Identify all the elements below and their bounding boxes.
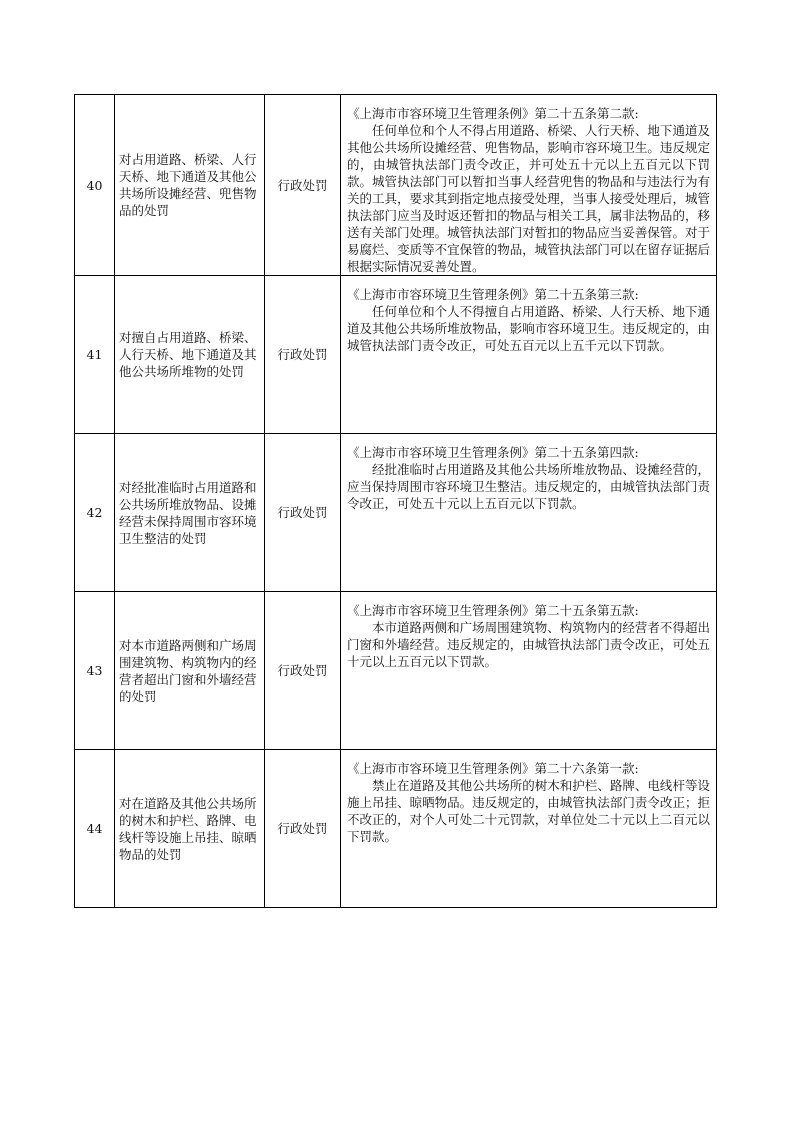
item-type: 行政处罚: [265, 750, 341, 908]
table-row: [75, 592, 717, 750]
legal-basis: [341, 434, 717, 592]
law-body: 禁止在道路及其他公共场所的树木和护栏、路牌、电线杆等设施上吊挂、晾晒物品。违反规定的，由城管执法部门责令改正；拒不改正的，对个人可处二十元罚款，对单位处二十元以上二百元以下罚款。: [347, 778, 710, 844]
item-name: 对占用道路、桥梁、人行天桥、地下通道及其他公共场所设摊经营、兜售物品的处罚: [115, 95, 265, 276]
law-body: 本市道路两侧和广场周围建筑物、构筑物内的经营者不得超出门窗和外墙经营。违反规定的，由城管执法部门责令改正，可处五十元以上五百元以下罚款。: [347, 620, 710, 669]
item-type: 行政处罚: [265, 95, 341, 276]
item-name: 对擅自占用道路、桥梁、人行天桥、地下通道及其他公共场所堆物的处罚: [115, 276, 265, 434]
regulation-table: [74, 94, 717, 908]
law-title: 《上海市市容环境卫生管理条例》第二十五条第三款:: [347, 287, 639, 302]
item-type: 行政处罚: [265, 592, 341, 750]
item-name: 对经批准临时占用道路和公共场所堆放物品、设摊经营未保持周围市容环境卫生整洁的处罚: [115, 434, 265, 592]
legal-basis: [341, 95, 717, 276]
law-title: 《上海市市容环境卫生管理条例》第二十五条第二款:: [347, 106, 639, 121]
legal-basis: [341, 750, 717, 908]
law-body: 任何单位和个人不得占用道路、桥梁、人行天桥、地下通道及其他公共场所设摊经营、兜售物品，影响市容环境卫生。违反规定的，由城管执法部门责令改正，并可处五十元以上五百元以下罚款。城管执法部门可以暂扣当事人经营兜售的物品和与违法行为有关的工具，要求其到指定地点接受处理，当事人接受处理后，城管执法部门应当及时返还暂扣的物品与相关工具，属非法物品的，移送有关部门处理。城管执法部门对暂扣的物品应当妥善保管。对于易腐烂、变质等不宜保管的物品，城管执法部门可以在留存证据后根据实际情况妥善处置。: [347, 123, 710, 274]
table-row: [75, 750, 717, 908]
item-type: 行政处罚: [265, 276, 341, 434]
table-row: [75, 434, 717, 592]
law-title: 《上海市市容环境卫生管理条例》第二十五条第五款:: [347, 603, 639, 618]
law-body: 经批准临时占用道路及其他公共场所堆放物品、设摊经营的，应当保持周围市容环境卫生整洁。违反规定的，由城管执法部门责令改正，可处五十元以上五百元以下罚款。: [347, 462, 710, 511]
law-title: 《上海市市容环境卫生管理条例》第二十六条第一款:: [347, 761, 639, 776]
law-body: 任何单位和个人不得擅自占用道路、桥梁、人行天桥、地下通道及其他公共场所堆放物品，影响市容环境卫生。违反规定的，由城管执法部门责令改正，可处五百元以上五千元以下罚款。: [347, 304, 710, 353]
row-number: 41: [75, 276, 115, 434]
legal-basis: [341, 592, 717, 750]
row-number: 42: [75, 434, 115, 592]
legal-basis: [341, 276, 717, 434]
item-name: 对在道路及其他公共场所的树木和护栏、路牌、电线杆等设施上吊挂、晾晒物品的处罚: [115, 750, 265, 908]
row-number: 40: [75, 95, 115, 276]
table-row: [75, 276, 717, 434]
row-number: 44: [75, 750, 115, 908]
item-type: 行政处罚: [265, 434, 341, 592]
row-number: 43: [75, 592, 115, 750]
table-row: [75, 95, 717, 276]
item-name: 对本市道路两侧和广场周围建筑物、构筑物内的经营者超出门窗和外墙经营的处罚: [115, 592, 265, 750]
law-title: 《上海市市容环境卫生管理条例》第二十五条第四款:: [347, 445, 639, 460]
